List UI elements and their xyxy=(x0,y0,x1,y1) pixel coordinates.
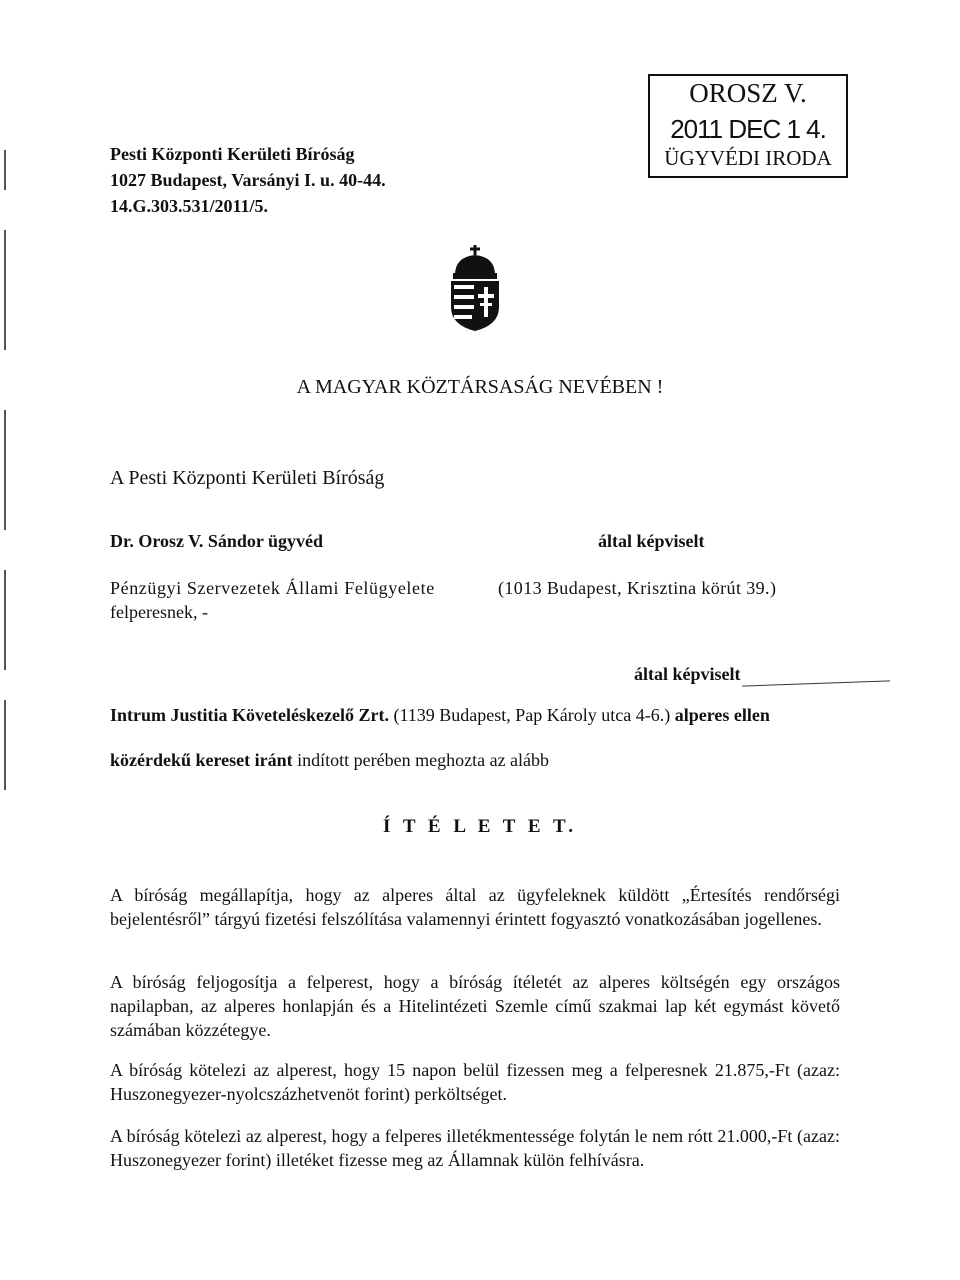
ruling-paragraph: A bíróság kötelezi az alperest, hogy a felperes illetékmentessége folytán le nem rótt 21.000,-Ft (azaz: Huszonegyezer forint) illetéket fizesse meg az Államnak külön felhívásra. xyxy=(110,1126,840,1170)
scan-margin-line xyxy=(4,150,6,190)
verdict-title: Í T É L E T E T. xyxy=(383,816,577,837)
ruling-paragraph: A bíróság kötelezi az alperest, hogy 15 napon belül fizessen meg a felperesnek 21.875,-Ft (azaz: Huszonegyezer-nyolcszázhetvenöt forint) perköltséget. xyxy=(110,1060,840,1104)
defendant-name: Intrum Justitia Követeléskezelő Zrt. xyxy=(110,705,389,725)
received-stamp xyxy=(648,74,848,178)
case-number: 14.G.303.531/2011/5. xyxy=(110,196,269,216)
coat-of-arms-icon xyxy=(443,245,507,331)
suit-type: közérdekű kereset iránt xyxy=(110,750,293,770)
suit-line xyxy=(110,750,549,771)
scan-margin-line xyxy=(4,700,6,790)
court-address: 1027 Budapest, Varsányi I. u. 40-44. xyxy=(110,170,386,190)
defendant-role: alperes ellen xyxy=(674,705,770,725)
ruling-paragraph: A bíróság megállapítja, hogy az alperes által az ügyfeleknek küldött „Értesítés rendőrségi bejelentésről” tárgyú fizetési felszólítása valamennyi érintett fogyasztó vonatkozásában jogellenes. xyxy=(110,885,840,929)
defendant-line xyxy=(110,705,770,726)
plaintiff-name: Pénzügyi Szervezetek Állami Felügyelete xyxy=(110,578,435,598)
defendant-address: (1139 Budapest, Pap Károly utca 4-6.) xyxy=(393,705,671,725)
plaintiff-role: felperesnek, - xyxy=(110,602,208,622)
defendant-represented-label: által képviselt xyxy=(634,664,741,684)
stamp-name: OROSZ V. xyxy=(689,78,807,108)
court-header xyxy=(110,141,386,219)
scan-margin-line xyxy=(4,570,6,670)
plaintiff-represented-label: által képviselt xyxy=(598,531,705,551)
court-name: Pesti Központi Kerületi Bíróság xyxy=(110,144,355,164)
ruling-paragraph: A bíróság feljogosítja a felperest, hogy a bíróság ítéletét az alperes költségén egy országos napilapban, az alperes honlapján és a Hitelintézeti Szemle című szakmai lap két egymást követő számában közzétegye. xyxy=(110,972,840,1040)
page-heading: A MAGYAR KÖZTÁRSASÁG NEVÉBEN ! xyxy=(296,376,664,398)
suit-rest: indított perében meghozta az alább xyxy=(297,750,550,770)
plaintiff-lawyer: Dr. Orosz V. Sándor ügyvéd xyxy=(110,531,324,551)
scan-margin-line xyxy=(4,410,6,530)
court-line: A Pesti Központi Kerületi Bíróság xyxy=(110,467,385,489)
blank-line xyxy=(742,680,890,686)
stamp-date: 2011 DEC 1 4. xyxy=(670,114,826,144)
scan-margin-line xyxy=(4,230,6,350)
plaintiff-address: (1013 Budapest, Krisztina körút 39.) xyxy=(498,578,777,598)
stamp-office: ÜGYVÉDI IRODA xyxy=(664,146,832,170)
